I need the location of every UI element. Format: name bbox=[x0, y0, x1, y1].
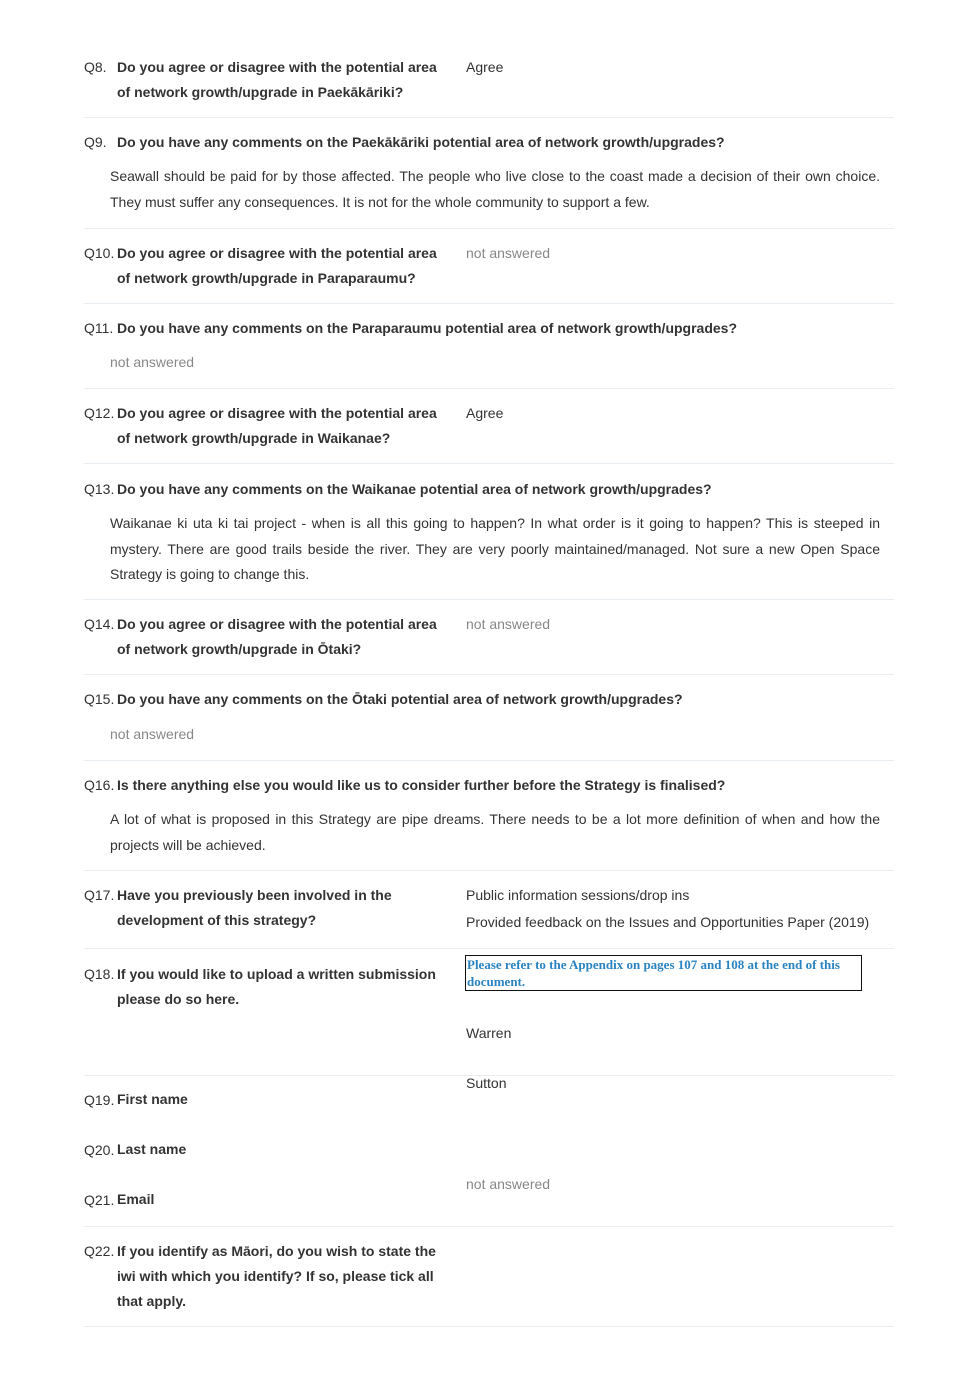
question-text: Is there anything else you would like us to consider further before the Strategy is finalised? bbox=[117, 777, 726, 793]
question-number: Q17. bbox=[84, 887, 115, 903]
appendix-link-text[interactable]: Please refer to the Appendix on pages 107 and 108 at the end of this bbox=[467, 957, 840, 972]
divider bbox=[84, 303, 894, 304]
question-text: Do you have any comments on the Paekākāriki potential area of network growth/upgrades? bbox=[117, 134, 725, 150]
divider bbox=[84, 1326, 894, 1327]
answer-paragraph: Waikanae ki uta ki tai project - when is all this going to happen? In what order is it going to happen? This is steeped in mystery. There are good trails beside the river. They are very poorly maintained/managed. Not sure a new Open Space Strategy is going to change this. bbox=[110, 515, 880, 582]
question-number: Q22. bbox=[84, 1243, 115, 1259]
question-number: Q11. bbox=[84, 320, 114, 336]
divider bbox=[84, 870, 894, 871]
answer-value: Agree bbox=[466, 405, 504, 421]
question-text: that apply. bbox=[117, 1293, 186, 1309]
question-text: Do you agree or disagree with the potential area bbox=[117, 59, 437, 75]
answer-option: Provided feedback on the Issues and Opportunities Paper (2019) bbox=[466, 914, 870, 930]
answer-value: not answered bbox=[466, 245, 551, 261]
question-text: First name bbox=[117, 1091, 188, 1107]
question-text: development of this strategy? bbox=[117, 912, 317, 928]
question-text: Last name bbox=[117, 1141, 187, 1157]
question-number: Q14. bbox=[84, 616, 115, 632]
question-text: If you would like to upload a written submission bbox=[117, 966, 436, 982]
divider bbox=[84, 599, 894, 600]
question-number: Q13. bbox=[84, 481, 115, 497]
divider bbox=[84, 117, 894, 118]
question-number: Q10. bbox=[84, 245, 115, 261]
divider bbox=[84, 674, 894, 675]
question-number: Q9. bbox=[84, 134, 107, 150]
last-name-value: Sutton bbox=[466, 1075, 507, 1091]
divider bbox=[84, 1226, 894, 1227]
question-number: Q21. bbox=[84, 1192, 115, 1208]
question-text: of network growth/upgrade in Waikanae? bbox=[117, 430, 391, 446]
question-text: iwi with which you identify? If so, please tick all bbox=[117, 1268, 434, 1284]
question-text: Email bbox=[117, 1191, 155, 1207]
question-text: of network growth/upgrade in Paekākāriki? bbox=[117, 84, 404, 100]
divider bbox=[84, 228, 894, 229]
question-text: of network growth/upgrade in Paraparaumu? bbox=[117, 270, 416, 286]
divider bbox=[84, 463, 894, 464]
question-text: Do you have any comments on the Ōtaki potential area of network growth/upgrades? bbox=[117, 691, 683, 707]
question-text: Do you have any comments on the Waikanae potential area of network growth/upgrades? bbox=[117, 481, 712, 497]
question-number: Q16. bbox=[84, 777, 115, 793]
question-text: Do you agree or disagree with the potential area bbox=[117, 245, 437, 261]
question-text: If you identify as Māori, do you wish to state the bbox=[117, 1243, 436, 1259]
answer-paragraph: A lot of what is proposed in this Strategy are pipe dreams. There needs to be a lot more definition of when and how the projects will be achieved. bbox=[110, 811, 880, 853]
question-text: Do you agree or disagree with the potential area bbox=[117, 616, 437, 632]
question-text: please do so here. bbox=[117, 991, 240, 1007]
divider bbox=[84, 388, 894, 389]
appendix-link-text[interactable]: document. bbox=[467, 974, 526, 989]
answer-value: Agree bbox=[466, 59, 504, 75]
question-number: Q18. bbox=[84, 966, 115, 982]
question-text: Do you agree or disagree with the potential area bbox=[117, 405, 437, 421]
first-name-value: Warren bbox=[466, 1025, 512, 1041]
question-number: Q19. bbox=[84, 1092, 115, 1108]
email-value: not answered bbox=[466, 1176, 551, 1192]
answer-value: not answered bbox=[466, 616, 551, 632]
question-number: Q20. bbox=[84, 1142, 115, 1158]
answer-value: not answered bbox=[110, 726, 195, 742]
answer-value: not answered bbox=[110, 354, 195, 370]
question-number: Q12. bbox=[84, 405, 115, 421]
question-number: Q8. bbox=[84, 59, 107, 75]
divider bbox=[84, 948, 894, 949]
answer-paragraph: Seawall should be paid for by those affected. The people who live close to the coast made a decision of their own choice. They must suffer any consequences. It is not for the whole community to support a few. bbox=[110, 168, 880, 210]
question-text: Have you previously been involved in the bbox=[117, 887, 392, 903]
appendix-link[interactable] bbox=[465, 955, 862, 991]
divider bbox=[84, 760, 894, 761]
question-text: of network growth/upgrade in Ōtaki? bbox=[117, 641, 362, 657]
question-number: Q15. bbox=[84, 691, 115, 707]
question-text: Do you have any comments on the Paraparaumu potential area of network growth/upgrades? bbox=[117, 320, 738, 336]
answer-option: Public information sessions/drop ins bbox=[466, 887, 690, 903]
